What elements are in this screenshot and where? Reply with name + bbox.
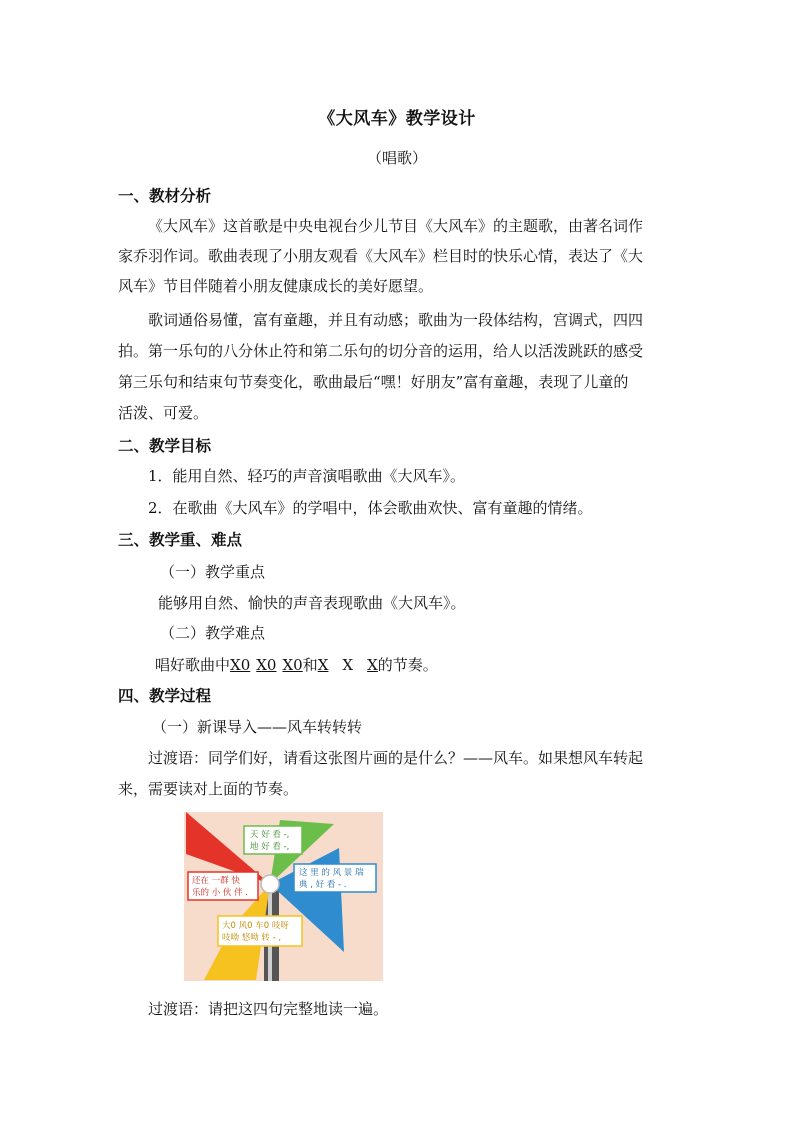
lyric-text: 天 好 看 -, xyxy=(250,830,290,840)
subsection-heading: （二）教学难点 xyxy=(160,624,266,642)
paragraph-line: 来，需要读对上面的节奏。 xyxy=(118,780,299,798)
rhythm-note: X0 xyxy=(230,656,251,674)
list-item: 1．能用自然、轻巧的声音演唱歌曲《大风车》。 xyxy=(148,467,466,485)
subsection-heading: （一）新课导入——风车转转转 xyxy=(152,718,363,736)
paragraph-line: 风车》节目伴随着小朋友健康成长的美好愿望。 xyxy=(118,277,434,295)
document-subtitle: （唱歌） xyxy=(366,149,427,167)
lyric-text: 地 好 看 -, xyxy=(250,842,290,852)
section-heading: 一、教材分析 xyxy=(118,186,212,205)
rhythm-and: 和 xyxy=(302,656,318,674)
paragraph-line: 过渡语：同学们好，请看这张图片画的是什么？——风车。如果想风车转起 xyxy=(148,749,644,767)
paragraph-line: 活泼、可爱。 xyxy=(118,404,209,422)
pinwheel-hub xyxy=(261,875,279,893)
paragraph-line: 过渡语：请把这四句完整地读一遍。 xyxy=(148,1000,389,1018)
lyric-text: 这 里 的 风 景 瑞 xyxy=(299,868,364,878)
pinwheel-image xyxy=(184,812,383,981)
paragraph-line: 拍。第一乐句的八分休止符和第二乐句的切分音的运用，给人以活泼跳跃的感受 xyxy=(118,342,644,360)
paragraph-line: 能够用自然、愉快的声音表现歌曲《大风车》。 xyxy=(158,594,466,612)
rhythm-note: X xyxy=(317,656,329,674)
rhythm-prefix: 唱好歌曲中 xyxy=(155,656,231,674)
section-heading: 二、教学目标 xyxy=(118,436,212,455)
paragraph-line: 歌词通俗易懂，富有童趣，并且有动感；歌曲为一段体结构，宫调式，四四 xyxy=(148,311,644,329)
lyric-text: 吱呦 悠呦 转 - , xyxy=(222,933,282,943)
section-heading: 三、教学重、难点 xyxy=(118,530,243,549)
rhythm-note: X0 xyxy=(282,656,303,674)
document-title: 《大风车》教学设计 xyxy=(318,109,476,129)
section-heading: 四、教学过程 xyxy=(118,686,212,705)
rhythm-note: X0 xyxy=(256,656,277,674)
paragraph-line: 家乔羽作词。歌曲表现了小朋友观看《大风车》栏目时的快乐心情，表达了《大 xyxy=(118,247,644,265)
rhythm-line xyxy=(155,654,794,675)
lyric-text: 还在 一群 快 xyxy=(192,876,240,886)
lyric-text: 乐的 小 伙 伴 . xyxy=(192,888,249,898)
rhythm-note: X xyxy=(367,656,378,674)
rhythm-note: X xyxy=(342,656,354,674)
lyric-text: 大0 风0 车0 吱呀 xyxy=(222,921,289,931)
paragraph-line: 《大风车》这首歌是中央电视台少儿节目《大风车》的主题歌，由著名词作 xyxy=(148,217,644,235)
paragraph-line: 第三乐句和结束句节奏变化，歌曲最后“嘿！好朋友”富有童趣，表现了儿童的 xyxy=(118,373,629,391)
list-item: 2．在歌曲《大风车》的学唱中，体会歌曲欢快、富有童趣的情绪。 xyxy=(148,499,593,517)
subsection-heading: （一）教学重点 xyxy=(160,563,266,581)
lyric-text: 典 , 好 看 - . xyxy=(299,880,347,890)
rhythm-suffix: 的节奏。 xyxy=(377,656,438,674)
